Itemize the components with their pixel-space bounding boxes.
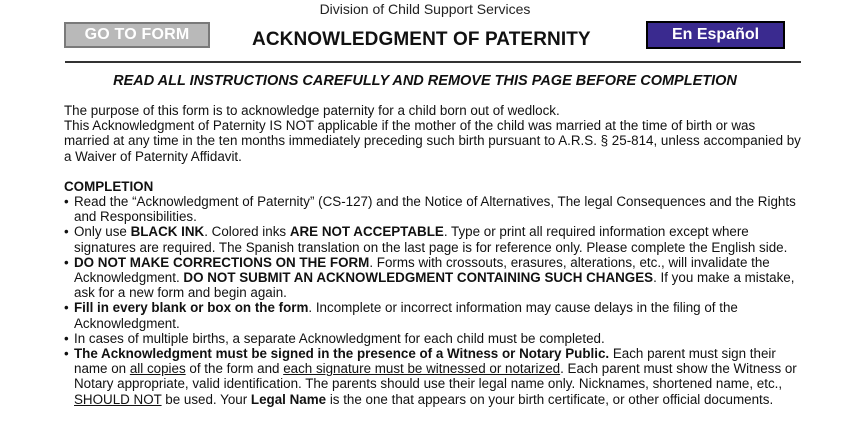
- instructions-body: [64, 103, 804, 407]
- list-item: • The Acknowledgment must be signed in the presence of a Witness or Notary Public. Each parent must sign their name on all copies of the form and each signature must be witnessed or notarized. Each parent must show the Witness or Notary appropriate, valid identification. The parents should use their legal name only. Nicknames, shortened name, etc., SHOULD NOT be used. Your Legal Name is the one that appears on your birth certificate, or other official documents.: [64, 346, 797, 407]
- header-divider: [65, 61, 801, 63]
- list-item: • Only use BLACK INK. Colored inks ARE NOT ACCEPTABLE. Type or print all required information except where signatures are required. The Spanish translation on the last page is for reference only. Please complete the English side.: [64, 224, 788, 255]
- list-item: • DO NOT MAKE CORRECTIONS ON THE FORM. Forms with crossouts, erasures, alterations, etc., will invalidate the Acknowledgment. DO NOT SUBMIT AN ACKNOWLEDGMENT CONTAINING SUCH CHANGES. If you make a mistake, ask for a new form and begin again.: [64, 254, 795, 301]
- page-title: ACKNOWLEDGMENT OF PATERNITY: [252, 29, 591, 50]
- bullet: •: [64, 300, 69, 316]
- en-espanol-button[interactable]: En Español: [646, 21, 785, 49]
- bullet: •: [64, 194, 69, 210]
- completion-heading: COMPLETION: [64, 178, 154, 194]
- instructions-heading: READ ALL INSTRUCTIONS CAREFULLY AND REMOVE THIS PAGE BEFORE COMPLETION: [113, 73, 737, 89]
- bullet: •: [64, 330, 69, 346]
- bullet: •: [64, 224, 69, 240]
- list-item: • Read the “Acknowledgment of Paternity” (CS-127) and the Notice of Alternatives, The legal Consequences and the Rights and Responsibilities.: [64, 194, 796, 225]
- intro-purpose: The purpose of this form is to acknowledge paternity for a child born out of wedlock.: [64, 103, 560, 118]
- bullet: •: [64, 346, 69, 362]
- bullet: •: [64, 254, 69, 270]
- go-to-form-button[interactable]: GO TO FORM: [64, 22, 210, 48]
- completion-list: [64, 194, 804, 407]
- division-name: Division of Child Support Services: [319, 1, 531, 17]
- list-item: • Fill in every blank or box on the form. Incomplete or incorrect information may cause delays in the filing of the Acknowledgment.: [64, 300, 738, 331]
- list-item: • In cases of multiple births, a separate Acknowledgment for each child must be completed.: [64, 330, 605, 346]
- intro-applicability: This Acknowledgment of Paternity IS NOT applicable if the mother of the child was married at the time of birth or was married at any time in the ten months immediately preceding such birth pursuant to A.R.S. § 25-814, unless accompanied by a Waiver of Paternity Affidavit.: [64, 118, 801, 164]
